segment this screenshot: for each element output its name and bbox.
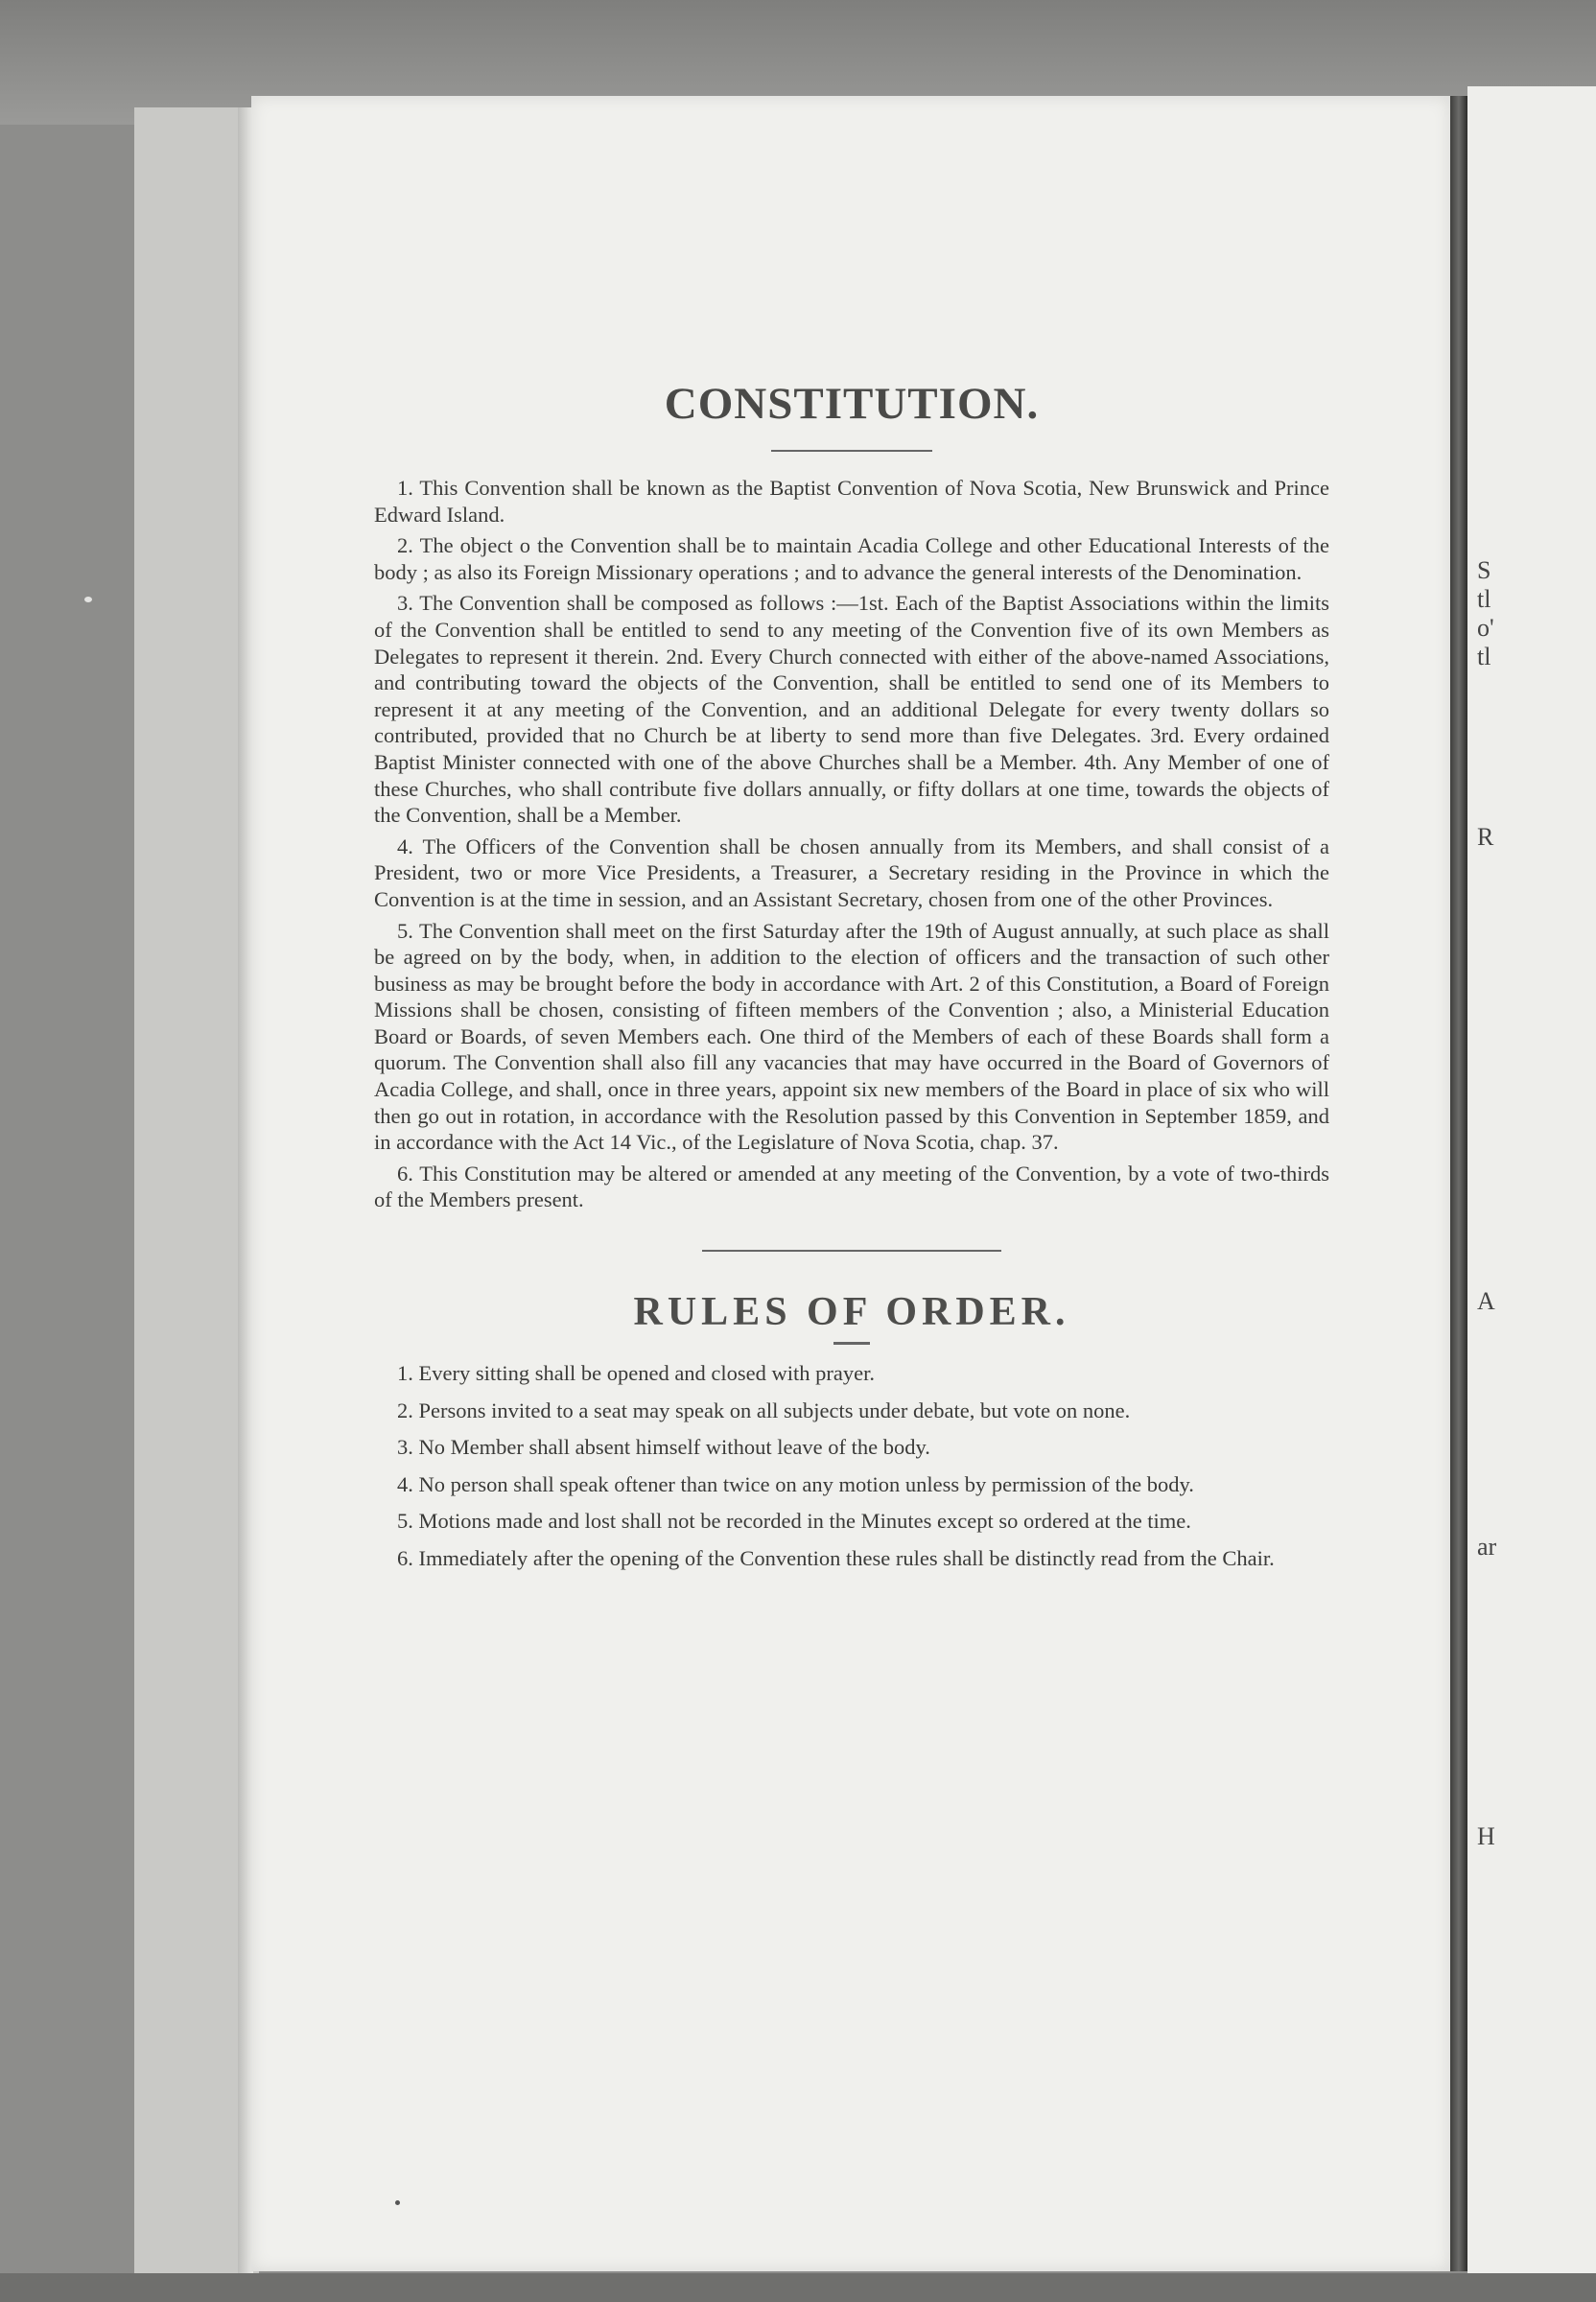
facing-page-fragment: A xyxy=(1477,1287,1495,1315)
constitution-article: 1. This Convention shall be known as the Baptist Convention of Nova Scotia, New Brunswick and Prince Edward Island. xyxy=(374,476,1329,527)
rule-item: 1. Every sitting shall be opened and closed with prayer. xyxy=(397,1361,875,1386)
title-divider xyxy=(771,450,932,452)
facing-page-fragment: tl xyxy=(1477,643,1491,670)
facing-page-fragment: ar xyxy=(1477,1533,1497,1561)
dust-speck xyxy=(84,597,92,602)
book-gutter xyxy=(1450,96,1467,2271)
section-divider xyxy=(702,1250,1001,1252)
rule-item: 2. Persons invited to a seat may speak on all subjects under debate, but vote on none. xyxy=(397,1398,1131,1422)
ink-speck xyxy=(395,2200,400,2205)
rules-title-divider xyxy=(833,1342,870,1345)
document-text xyxy=(374,379,1329,1583)
facing-page xyxy=(1467,86,1596,2283)
rule-item: 5. Motions made and lost shall not be recorded in the Minutes except so ordered at the time. xyxy=(397,1509,1191,1534)
constitution-article: 5. The Convention shall meet on the first Saturday after the 19th of August annually, at such place as shall be agreed on by the body, when, in addition to the election of officers and the transaction of such other business as may be brought before the body in accordance with Art. 2 of this Constitution, a Board of Foreign Missions shall be chosen, consisting of fifteen members of the Convention ; also, a Ministerial Education Board or Boards, of seven Members each. One third of the Members of each of these Boards shall form a quorum. The Convention shall also fill any vacancies that may have occurred in the Board of Governors of Acadia College, and shall, once in three years, appoint six new members of the Board in place of six who will then go out in rotation, in accordance with the Resolution passed by this Convention in September 1859, and in accordance with the Act 14 Vic., of the Legislature of Nova Scotia, chap. 37. xyxy=(374,918,1329,1155)
constitution-article: 2. The object o the Convention shall be to maintain Acadia College and other Educational Interests of the body ; as also its Foreign Missionary operations ; and to advance the general interests of the Denomination. xyxy=(374,533,1329,584)
constitution-title: CONSTITUTION. xyxy=(664,379,1040,429)
facing-page-fragment: tl xyxy=(1477,585,1491,613)
rule-item: 4. No person shall speak oftener than twice on any motion unless by permission of the body. xyxy=(397,1471,1194,1496)
rules-of-order-title: RULES OF ORDER. xyxy=(633,1290,1070,1335)
facing-page-fragment: S xyxy=(1477,556,1491,584)
rule-item: 6. Immediately after the opening of the Convention these rules shall be distinctly read from the Chair. xyxy=(397,1546,1275,1570)
rule-item: 3. No Member shall absent himself without leave of the body. xyxy=(397,1435,930,1460)
scan-bottom-edge xyxy=(0,2273,1596,2302)
facing-page-fragment: o' xyxy=(1477,614,1494,642)
constitution-article: 3. The Convention shall be composed as follows :—1st. Each of the Baptist Associations within the limits of the Convention shall be entitled to send to any meeting of the Convention five of its own Members as Delegates to represent it therein. 2nd. Every Church connected with either of the above-named Associations, and contributing toward the objects of the Convention, shall be entitled to send one of its Members to represent it at any meeting of the Convention, and an additional Delegate for every twenty dollars so contributed, provided that no Church be at liberty to send more than five Delegates. 3rd. Every ordained Baptist Minister connected with one of the above Churches shall be a Member. 4th. Any Member of one of these Churches, who shall contribute five dollars annually, or fifty dollars at one time, towards the objects of the Convention, shall be a Member. xyxy=(374,591,1329,828)
facing-page-fragment: H xyxy=(1477,1822,1495,1850)
constitution-article: 4. The Officers of the Convention shall be chosen annually from its Members, and shall consist of a President, two or more Vice Presidents, a Treasurer, a Secretary residing in the Province in which the Convention is at the time in session, and an Assistant Secretary, chosen from one of the other Provinces. xyxy=(374,834,1329,911)
facing-page-fragment: R xyxy=(1477,823,1494,851)
constitution-article: 6. This Constitution may be altered or amended at any meeting of the Convention, by a vote of two-thirds of the Members present. xyxy=(374,1161,1329,1212)
